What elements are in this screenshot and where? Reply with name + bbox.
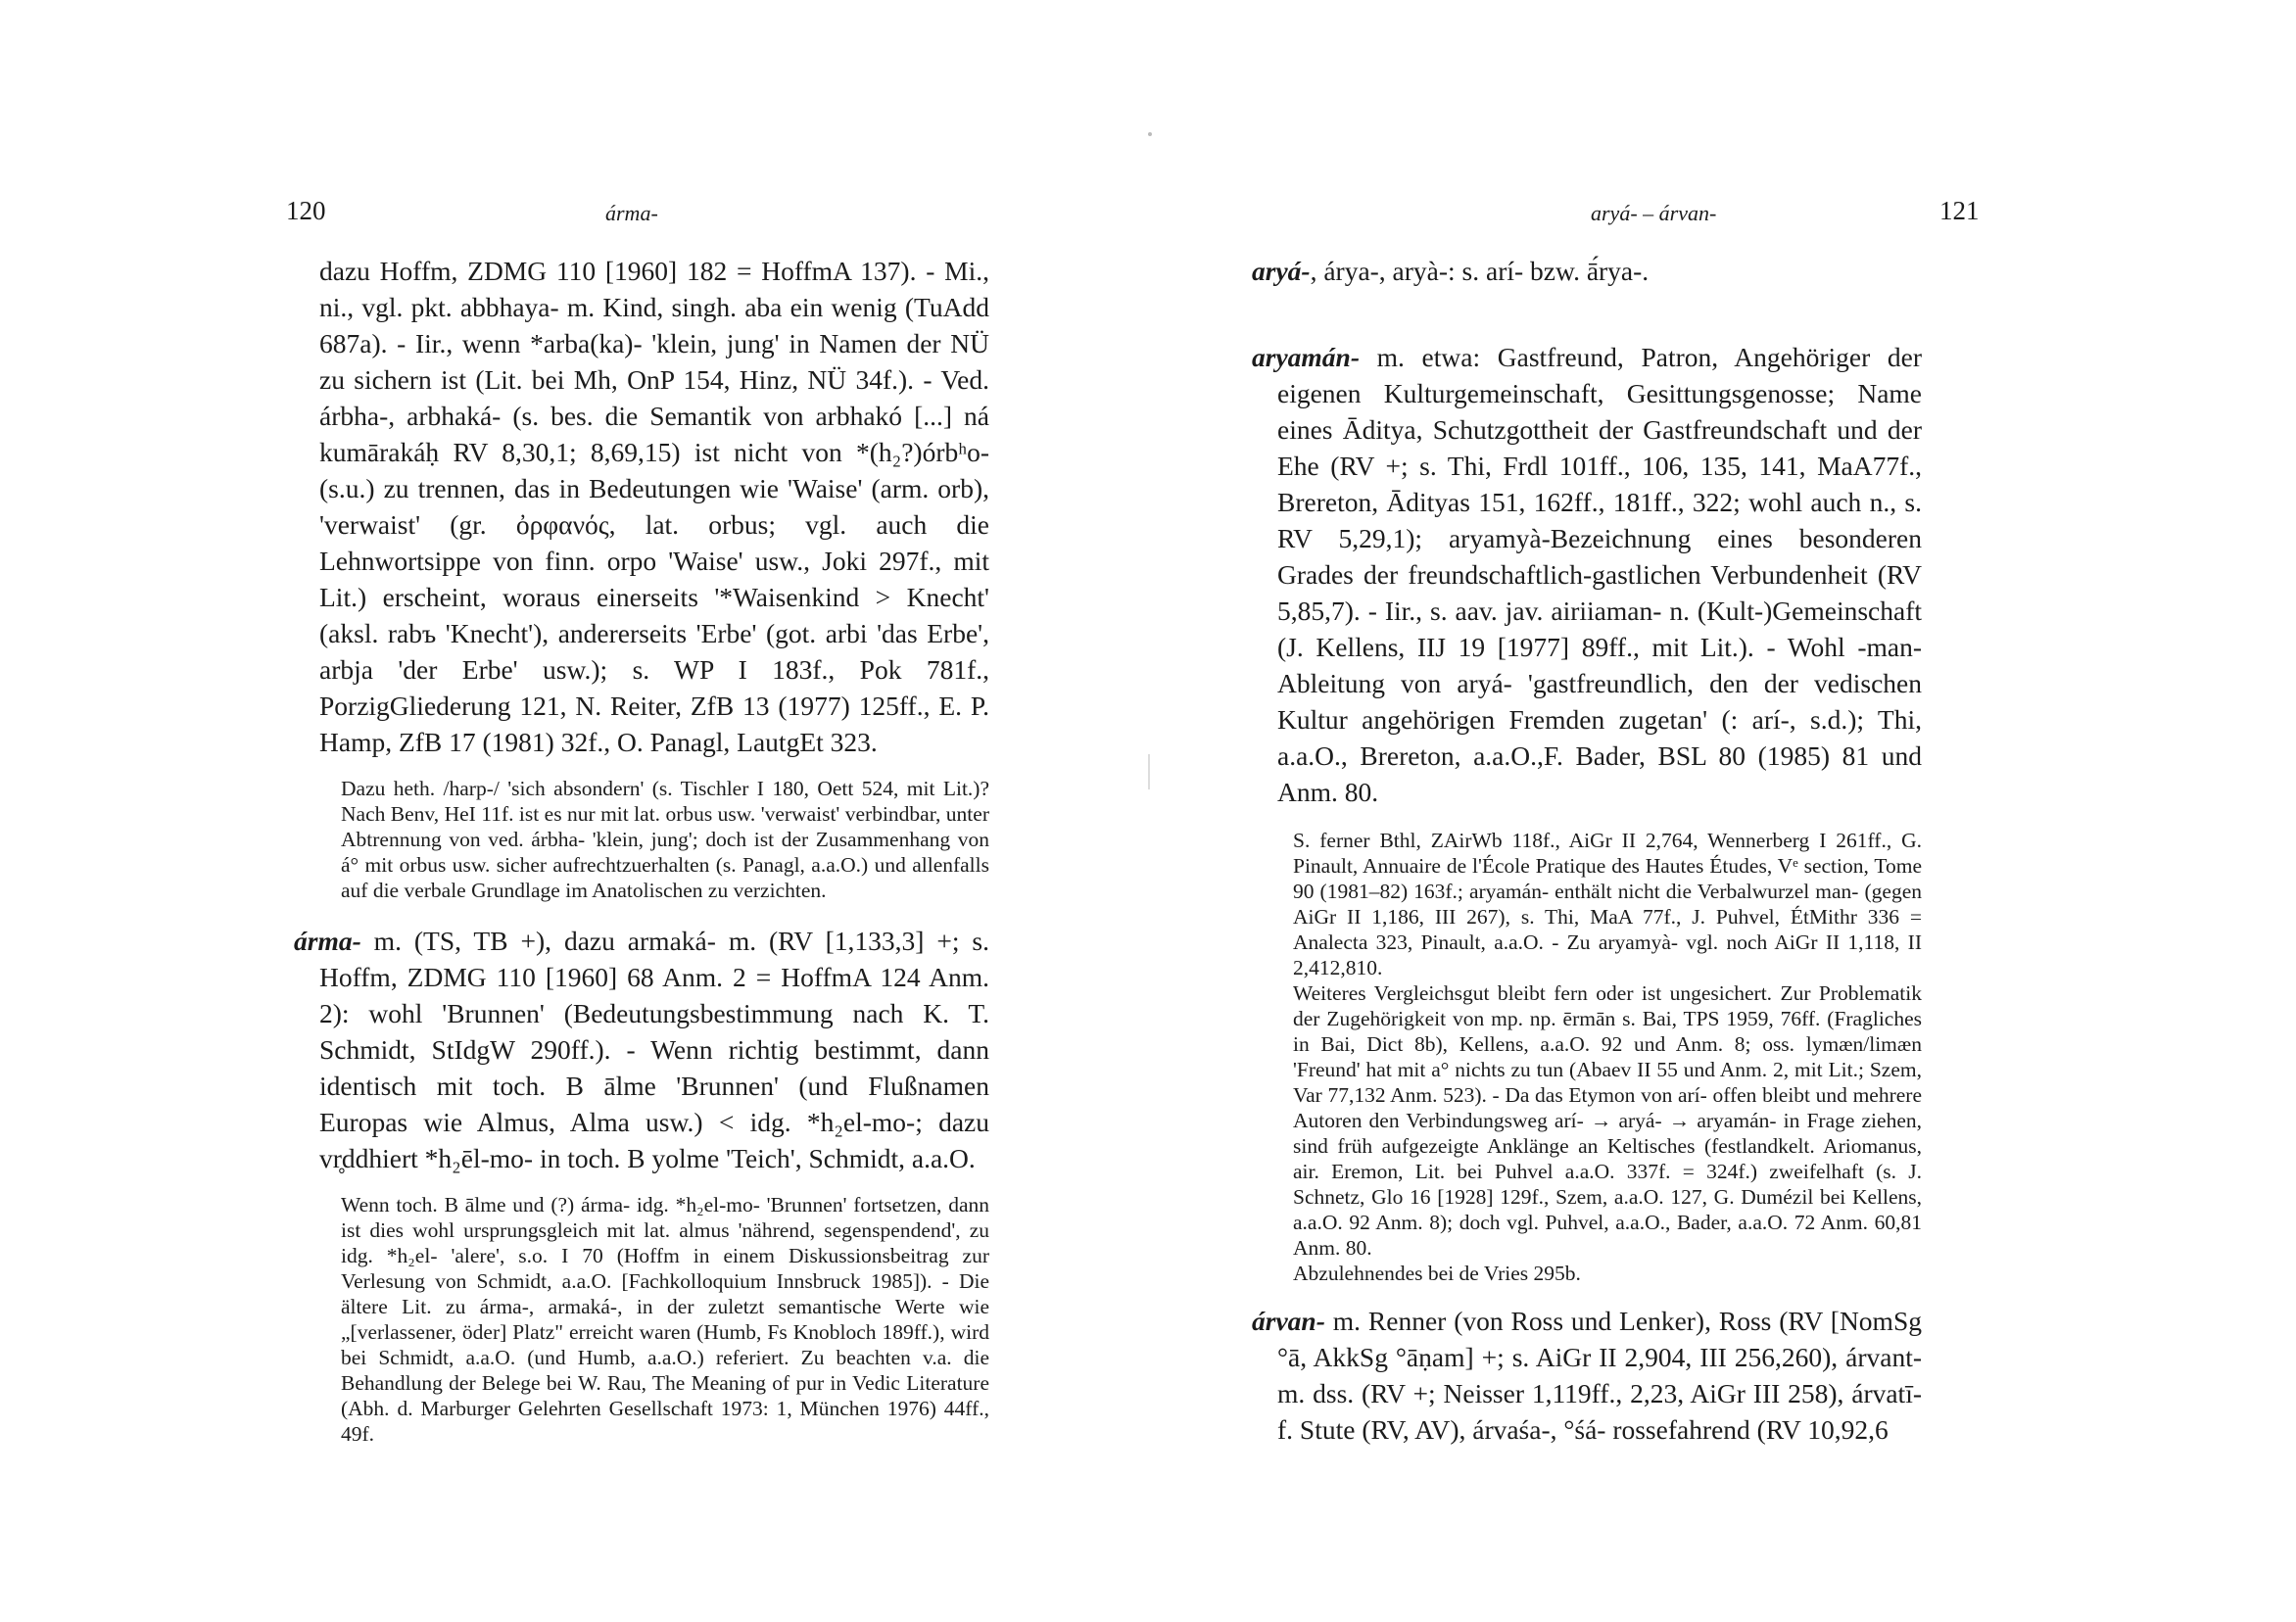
footnote-block: Wenn toch. B ālme und (?) árma- idg. *h₂el-mo- 'Brunnen' fortsetzen, dann ist dies wohl ursprungsgleich mit lat. almus 'nährend, segenspendend', zu idg. *h₂el- 'alere', s.o. I 70 (Hoffm in einem Diskussionsbeitrag zur Verlesung von Schmidt, a.a.O. [Fachkolloquium Innsbruck 1985]). - Die ältere Lit. zu árma-, armaká-, in der zuletzt semantische Werte wie „[verlassener, öder] Platz" erreicht waren (Humb, Fs Knobloch 189ff.), wird bei Schmidt, a.a.O. (und Humb, a.a.O.) referiert. Zu beachten v.a. die Behandlung der Belege bei W. Rau, The Meaning of pur in Vedic Literature (Abh. d. Marburger Gelehrten Gesellschaft 1973: 1, München 1976) 44ff., 49f. bbox=[341, 1193, 989, 1446]
entry-body: m. Renner (von Ross und Lenker), Ross (RV [NomSg °ā, AkkSg °āṇam] +; s. AiGr II 2,904, III 256,260), árvant- m. dss. (RV +; Neisser 1,119ff., 2,23, AiGr III 258), árvatī- f. Stute (RV, AV), árvaśa-, °śá- rossefahrend (RV 10,92,6 bbox=[1277, 1306, 1922, 1445]
dictionary-entry bbox=[1252, 253, 1922, 289]
dictionary-entry bbox=[1252, 339, 1922, 810]
footnote-block: Weiteres Vergleichsgut bleibt fern oder ist ungesichert. Zur Problematik der Zugehörigkeit von mp. np. ērmān s. Bai, TPS 1959, 76ff. (Fragliches in Bai, Dict 8b), Kellens, a.a.O. 92 und Anm. 8; oss. lymæn/limæn 'Freund' hat mit a° nichts zu tun (Abaev II 55 und Anm. 2, mit Lit.; Szem, Var 77,132 Anm. 523). - Da das Etymon von arí- offen bleibt und mehrere Autoren den Verbindungsweg arí- → aryá- → aryamán- in Frage ziehen, sind früh aufgezeigte Anklänge an Keltisches (festlandkelt. Ariomanus, air. Eremon, Lit. bei Puhvel a.a.O. 337f. = 324f.) zweifelhaft (s. J. Schnetz, Glo 16 [1928] 129f., Szem, a.a.O. 127, G. Dumézil bei Kellens, a.a.O. 92 Anm. 8); doch vgl. Puhvel, a.a.O., Bader, a.a.O. 72 Anm. 60,81 Anm. 80. bbox=[1293, 981, 1922, 1260]
running-head: aryá- – árvan- bbox=[1591, 201, 1717, 225]
entry-aryaman bbox=[1252, 339, 1922, 1286]
running-head: árma- bbox=[605, 201, 658, 225]
footnote-block: S. ferner Bthl, ZAirWb 118f., AiGr II 2,764, Wennerberg I 261ff., G. Pinault, Annuaire de l'École Pratique des Hautes Études, Vᵉ section, Tome 90 (1981–82) 163f.; aryamán- enthält nicht die Verbalwurzel man- (gegen AiGr II 1,186, III 267), s. Thi, MaA 77f., J. Puhvel, ÉtMithr 336 = Analecta 323, Pinault, a.a.O. - Zu aryamyà- vgl. noch AiGr II 1,118, II 2,412,810. bbox=[1293, 829, 1922, 979]
footnote-block: Abzulehnendes bei de Vries 295b. bbox=[1293, 1262, 1581, 1285]
entry-arya bbox=[1252, 253, 1922, 289]
entry-headword: árma- bbox=[294, 926, 361, 956]
entry-body: m. etwa: Gastfreund, Patron, Angehöriger der eigenen Kulturgemeinschaft, Gesittungsgenosse; Name eines Āditya, Schutzgottheit der Gastfreundschaft und der Ehe (RV +; s. Thi, Frdl 101ff., 106, 135, 141, MaA77f., Brereton, Ādityas 151, 162ff., 181ff., 322; wohl auch n., s. RV 5,29,1); aryamyà-Bezeichnung eines besonderen Grades der freundschaftlich-gastlichen Verbundenheit (RV 5,85,7). - Iir., s. aav. jav. airiiaman- n. (Kult-)Gemeinschaft (J. Kellens, IIJ 19 [1977] 89ff., mit Lit.). - Wohl -man-Ableitung von aryá- 'gastfreundlich, den der vedischen Kultur angehörigen Fremden zugetan' (: arí-, s.d.); Thi, a.a.O., Brereton, a.a.O.,F. Bader, BSL 80 (1985) 81 und Anm. 80. bbox=[1277, 342, 1922, 807]
right-page bbox=[1148, 0, 2296, 1622]
footnote-block: Dazu heth. /harp-/ 'sich absondern' (s. Tischler I 180, Oett 524, mit Lit.)? Nach Benv, HeI 11f. ist es nur mit lat. orbus usw. 'verwaist' verbindbar, unter Abtrennung von ved. árbha- 'klein, jung'; doch ist der Zusammenhang von á° mit orbus usw. sicher aufrechtzuerhalten (s. Panagl, a.a.O.) und allenfalls auf die verbale Grundlage im Anatolischen zu verzichten. bbox=[341, 777, 989, 902]
entry-body: m. (TS, TB +), dazu armaká- m. (RV [1,133,3] +; s. Hoffm, ZDMG 110 [1960] 68 Anm. 2 = HoffmA 124 Anm. 2): wohl 'Brunnen' (Bedeutungsbestimmung nach K. T. Schmidt, StIdgW 290ff.). - Wenn richtig bestimmt, dann identisch mit toch. B ālme 'Brunnen' (und Flußnamen Europas wie Almus, Alma usw.) < idg. *h₂el-mo-; dazu vr̥ddhiert *h₂ēl-mo- in toch. B yolme 'Teich', Schmidt, a.a.O. bbox=[319, 926, 989, 1173]
entry-headword: aryamán- bbox=[1252, 342, 1360, 372]
entry-arma bbox=[294, 923, 989, 1447]
page-number: 120 bbox=[286, 196, 326, 225]
page-number: 121 bbox=[1939, 196, 1980, 225]
entry-body: , árya-, aryà-: s. arí- bzw. ā́rya-. bbox=[1310, 256, 1650, 286]
entry-arvan bbox=[1252, 1303, 1922, 1448]
dictionary-entry bbox=[1252, 1303, 1922, 1448]
dictionary-entry bbox=[294, 923, 989, 1176]
entry-headword: árvan- bbox=[1252, 1306, 1325, 1336]
continued-paragraph: dazu Hoffm, ZDMG 110 [1960] 182 = HoffmA 137). - Mi., ni., vgl. pkt. abbhaya- m. Kind, singh. aba ein wenig (TuAdd 687a). - Iir., wenn *arba(ka)- 'klein, jung' in Namen der NÜ zu sichern ist (Lit. bei Mh, OnP 154, Hinz, NÜ 34f.). - Ved. árbha-, arbhaká- (s. bes. die Semantik von arbhakó [...] ná kumārakáḥ RV 8,30,1; 8,69,15) ist nicht von *(h₂?)órbʰo- (s.u.) zu trennen, das in Bedeutungen wie 'Waise' (arm. orb), 'verwaist' (gr. ὀρφανός, lat. orbus; vgl. auch die Lehnwortsippe von finn. orpo 'Waise' usw., Joki 297f., mit Lit.) erscheint, woraus einerseits '*Waisenkind > Knecht' (aksl. rabъ 'Knecht'), andererseits 'Erbe' (got. arbi 'das Erbe', arbja 'der Erbe' usw.); s. WP I 183f., Pok 781f., PorzigGliederung 121, N. Reiter, ZfB 13 (1977) 125ff., E. P. Hamp, ZfB 17 (1981) 32f., O. Panagl, LautgEt 323. bbox=[319, 256, 989, 757]
entry-headword: aryá- bbox=[1252, 256, 1311, 286]
left-column bbox=[319, 253, 989, 903]
